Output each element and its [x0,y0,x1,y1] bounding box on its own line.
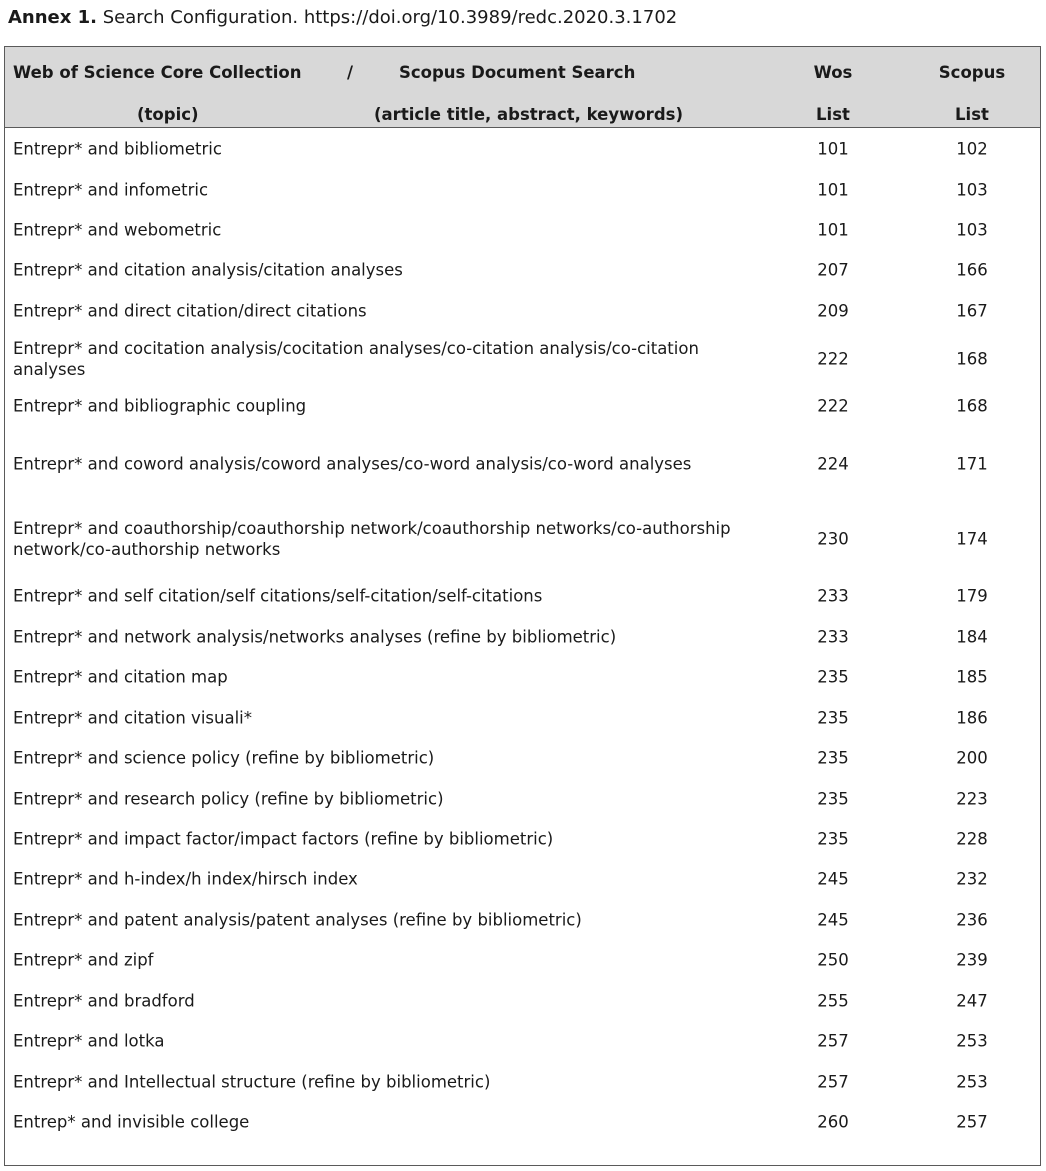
wos-count-cell: 233 [817,586,849,606]
scopus-count-cell: 239 [956,950,988,970]
header-wos-column-sub: List [816,105,850,124]
header-scopus-sub: (article title, abstract, keywords) [374,105,683,124]
scopus-count-cell: 184 [956,627,988,646]
wos-count-cell: 245 [817,910,849,929]
table-row [5,386,1040,426]
table-row [5,697,1040,738]
wos-count-cell: 257 [817,1072,849,1091]
wos-count-cell: 224 [817,454,849,473]
query-cell: Entrepr* and bradford [13,991,195,1010]
table-row [5,128,1040,169]
wos-count-cell: 230 [817,529,849,548]
query-cell: Entrepr* and coauthorship/coauthorship network/coauthorship networks/co-authorship network/co-authorship networks [13,518,731,559]
wos-count-cell: 235 [817,667,849,687]
query-cell: Entrepr* and bibliometric [13,139,222,158]
wos-count-cell: 257 [817,1031,849,1051]
scopus-count-cell: 253 [956,1031,988,1051]
table-caption [8,6,677,30]
wos-count-cell: 260 [817,1112,849,1132]
scopus-count-cell: 167 [956,301,988,320]
table-row [5,210,1040,250]
scopus-count-cell: 228 [956,829,988,849]
wos-count-cell: 222 [817,396,849,416]
table-row [5,426,1040,501]
scopus-count-cell: 103 [956,180,988,199]
query-cell: Entrepr* and cocitation analysis/cocitation analyses/co-citation analysis/co-citation analyses [13,338,699,379]
table-row [5,738,1040,778]
table-row [5,169,1040,210]
table-row [5,819,1040,859]
wos-count-cell: 209 [817,301,849,320]
query-cell: Entrepr* and citation analysis/citation analyses [13,260,403,280]
scopus-count-cell: 103 [956,220,988,240]
wos-count-cell: 250 [817,950,849,970]
wos-count-cell: 207 [817,260,849,280]
table-row [5,290,1040,331]
scopus-count-cell: 186 [956,708,988,727]
table-row [5,1061,1040,1102]
scopus-count-cell: 179 [956,586,988,606]
wos-count-cell: 235 [817,789,849,808]
table-row [5,778,1040,819]
query-cell: Entrepr* and lotka [13,1031,165,1051]
scopus-count-cell: 247 [956,991,988,1010]
query-cell: Entrepr* and citation visuali* [13,708,252,727]
wos-count-cell: 235 [817,829,849,849]
wos-count-cell: 101 [817,139,849,158]
scopus-count-cell: 223 [956,789,988,808]
scopus-count-cell: 236 [956,910,988,929]
wos-count-cell: 255 [817,991,849,1010]
table-row [5,576,1040,616]
search-configuration-table [4,46,1041,1166]
wos-count-cell: 101 [817,220,849,240]
scopus-count-cell: 174 [956,529,988,548]
query-cell: Entrepr* and h-index/h index/hirsch index [13,869,358,889]
query-cell: Entrepr* and self citation/self citations/self-citation/self-citations [13,586,543,606]
scopus-count-cell: 253 [956,1072,988,1091]
table-header [5,47,1040,128]
table-row [5,331,1040,386]
query-cell: Entrepr* and infometric [13,180,209,199]
scopus-count-cell: 232 [956,869,988,889]
wos-count-cell: 235 [817,708,849,727]
table-row [5,250,1040,290]
query-cell: Entrepr* and science policy (refine by bibliometric) [13,748,435,768]
table-row [5,859,1040,899]
scopus-count-cell: 257 [956,1112,988,1132]
scopus-count-cell: 168 [956,396,988,416]
wos-count-cell: 235 [817,748,849,768]
caption-text: Search Configuration. https://doi.org/10.3989/redc.2020.3.1702 [97,7,678,28]
scopus-count-cell: 200 [956,748,988,768]
scopus-count-cell: 168 [956,349,988,368]
table-row [5,940,1040,980]
query-cell: Entrepr* and research policy (refine by bibliometric) [13,789,444,808]
query-cell: Entrepr* and impact factor/impact factors (refine by bibliometric) [13,829,554,849]
header-wos-sub: (topic) [137,105,199,124]
query-cell: Entrepr* and direct citation/direct citations [13,301,367,320]
header-wos-label: Web of Science Core Collection [13,63,302,82]
wos-count-cell: 233 [817,627,849,646]
table-row [5,1102,1040,1142]
query-cell: Entrepr* and zipf [13,950,154,970]
header-wos-column: Wos [813,63,853,82]
table-row [5,980,1040,1021]
query-cell: Entrepr* and network analysis/networks analyses (refine by bibliometric) [13,627,617,646]
header-scopus-label: Scopus Document Search [399,63,636,82]
scopus-count-cell: 166 [956,260,988,280]
header-scopus-column-sub: List [955,105,989,124]
caption-label: Annex 1. [8,7,98,28]
scopus-count-cell: 102 [956,139,988,158]
scopus-count-cell: 171 [956,454,988,473]
table-row [5,1021,1040,1061]
wos-count-cell: 222 [817,349,849,368]
table-row [5,657,1040,697]
header-slash: / [347,63,354,82]
scopus-count-cell: 185 [956,667,988,687]
query-cell: Entrepr* and webometric [13,220,222,240]
query-cell: Entrepr* and patent analysis/patent analyses (refine by bibliometric) [13,910,582,929]
table-row [5,899,1040,940]
query-cell: Entrep* and invisible college [13,1112,250,1132]
query-cell: Entrepr* and citation map [13,667,228,687]
query-cell: Entrepr* and coword analysis/coword analyses/co-word analysis/co-word analyses [13,454,692,473]
wos-count-cell: 245 [817,869,849,889]
wos-count-cell: 101 [817,180,849,199]
header-scopus-column: Scopus [938,63,1006,82]
query-cell: Entrepr* and bibliographic coupling [13,396,307,416]
query-cell: Entrepr* and Intellectual structure (refine by bibliometric) [13,1072,491,1091]
table-row [5,616,1040,657]
table-row [5,501,1040,576]
